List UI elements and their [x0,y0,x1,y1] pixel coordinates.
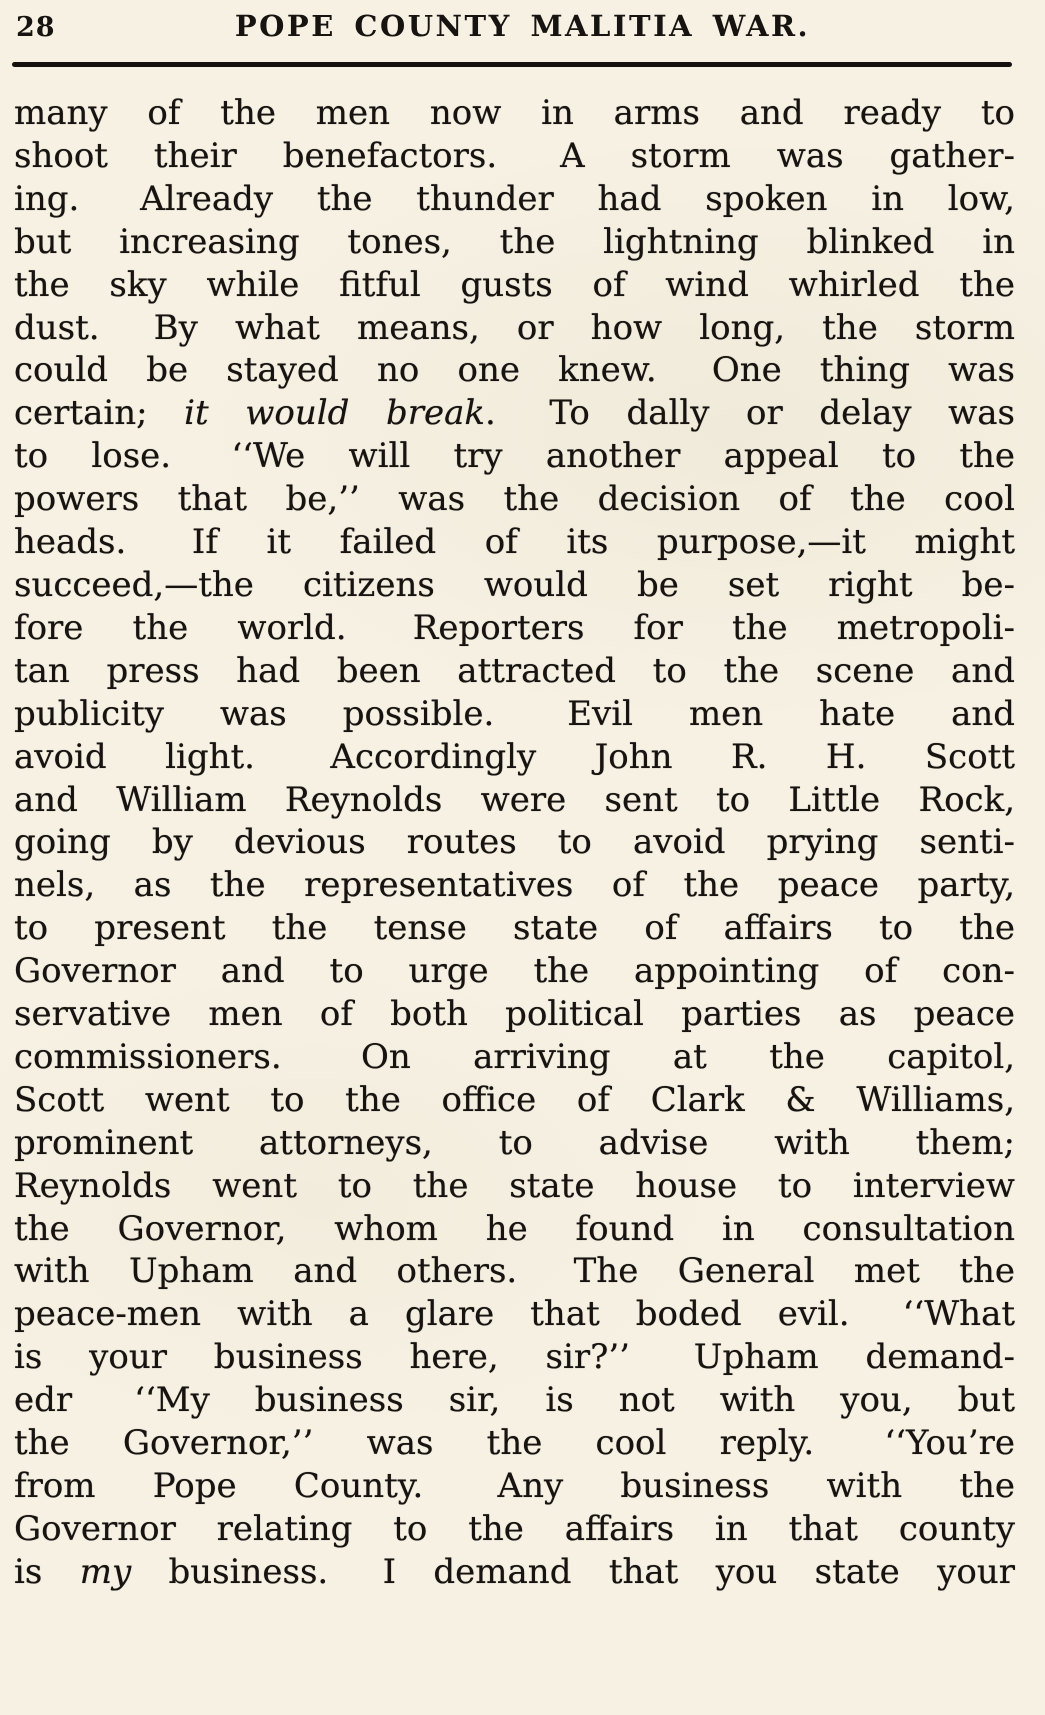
text-segment: certain; [14,393,185,434]
text-segment: fore the world. Reporters for the metropoli- [14,607,1015,648]
text-segment: tan press had been attracted to the scene and [14,650,1015,691]
text-segment: servative men of both political parties as peace [14,994,1015,1035]
text-line [14,307,1015,350]
text-line [14,564,1015,607]
text-line [14,1551,1015,1594]
text-segment: from Pope County. Any business with the [14,1466,1015,1506]
text-line [14,1422,1015,1465]
text-segment: the Governor,’’ was the cool reply. ‘‘You’re [14,1423,1015,1464]
text-line [14,92,1015,135]
text-line [14,1079,1015,1122]
text-line [14,392,1015,435]
text-segment: but increasing tones, the lightning blinked in [14,221,1015,262]
text-segment: could be stayed no one knew. One thing was [14,350,1015,391]
text-segment: many of the men now in arms and ready to [14,93,1015,133]
text-line [14,607,1015,650]
text-line [14,1122,1015,1165]
running-title: POPE COUNTY MALITIA WAR. [234,9,811,43]
text-line [14,1293,1015,1336]
text-segment: . To dally or delay was [485,393,1015,434]
header-rule [12,62,1012,67]
text-segment: avoid light. Accordingly John R. H. Scott [14,736,1015,777]
text-segment: and William Reynolds were sent to Little Rock, [14,779,1015,820]
text-line [14,736,1015,779]
text-segment: the sky while fitful gusts of wind whirled the [14,264,1015,305]
text-segment: Reynolds went to the state house to interview [14,1165,1015,1206]
italic-text-segment: it would break [184,393,485,434]
text-segment: business. I demand that you state your [131,1551,1015,1592]
text-segment: publicity was possible. Evil men hate and [14,693,1015,734]
text-segment: is [14,1551,80,1592]
text-segment: to present the tense state of affairs to the [14,908,1015,949]
text-line [14,221,1015,264]
text-line [14,478,1015,521]
text-segment: heads. If it failed of its purpose,—it might [14,522,1015,563]
text-segment: the Governor, whom he found in consultation [14,1208,1015,1249]
text-line [14,950,1015,993]
text-segment: ing. Already the thunder had spoken in low, [14,178,1015,219]
text-segment: prominent attorneys, to advise with them; [14,1122,1015,1163]
text-line [14,693,1015,736]
text-segment: Governor relating to the affairs in that county [14,1508,1015,1549]
text-line [14,821,1015,864]
text-segment: dust. By what means, or how long, the storm [14,307,1015,348]
text-segment: to lose. ‘‘We will try another appeal to the [14,436,1015,477]
text-line [14,1508,1015,1551]
text-segment: going by devious routes to avoid prying senti- [14,822,1015,863]
text-segment: shoot their benefactors. A storm was gather- [14,135,1015,176]
text-line [14,1465,1015,1508]
italic-text-segment: my [79,1551,132,1592]
text-line [14,264,1015,307]
text-line [14,907,1015,950]
text-line [14,435,1015,478]
text-segment: is your business here, sir?’’ Upham demand- [14,1337,1015,1378]
text-line [14,1036,1015,1079]
text-segment: nels, as the representatives of the peace party, [14,865,1015,906]
text-segment: with Upham and others. The General met the [14,1251,1015,1292]
text-line [14,1336,1015,1379]
text-segment: Governor and to urge the appointing of con- [14,951,1015,992]
text-line [14,1165,1015,1208]
text-line [14,521,1015,564]
text-line [14,135,1015,178]
text-line [14,349,1015,392]
text-line [14,993,1015,1036]
text-segment: Scott went to the office of Clark & Williams, [14,1079,1015,1120]
text-line [14,1250,1015,1293]
text-segment: succeed,—the citizens would be set right be- [14,564,1015,605]
text-segment: edr ‘‘My business sir, is not with you, but [14,1380,1015,1421]
text-segment: peace-men with a glare that boded evil. ‘‘What [14,1294,1015,1335]
text-line [14,1379,1015,1422]
text-segment: powers that be,’’ was the decision of the cool [14,479,1015,520]
page-number: 28 [16,12,56,43]
body-text [14,92,1015,1594]
text-line [14,178,1015,221]
text-segment: commissioners. On arriving at the capitol, [14,1036,1015,1077]
text-line [14,779,1015,822]
text-line [14,1208,1015,1251]
text-line [14,864,1015,907]
text-line [14,650,1015,693]
